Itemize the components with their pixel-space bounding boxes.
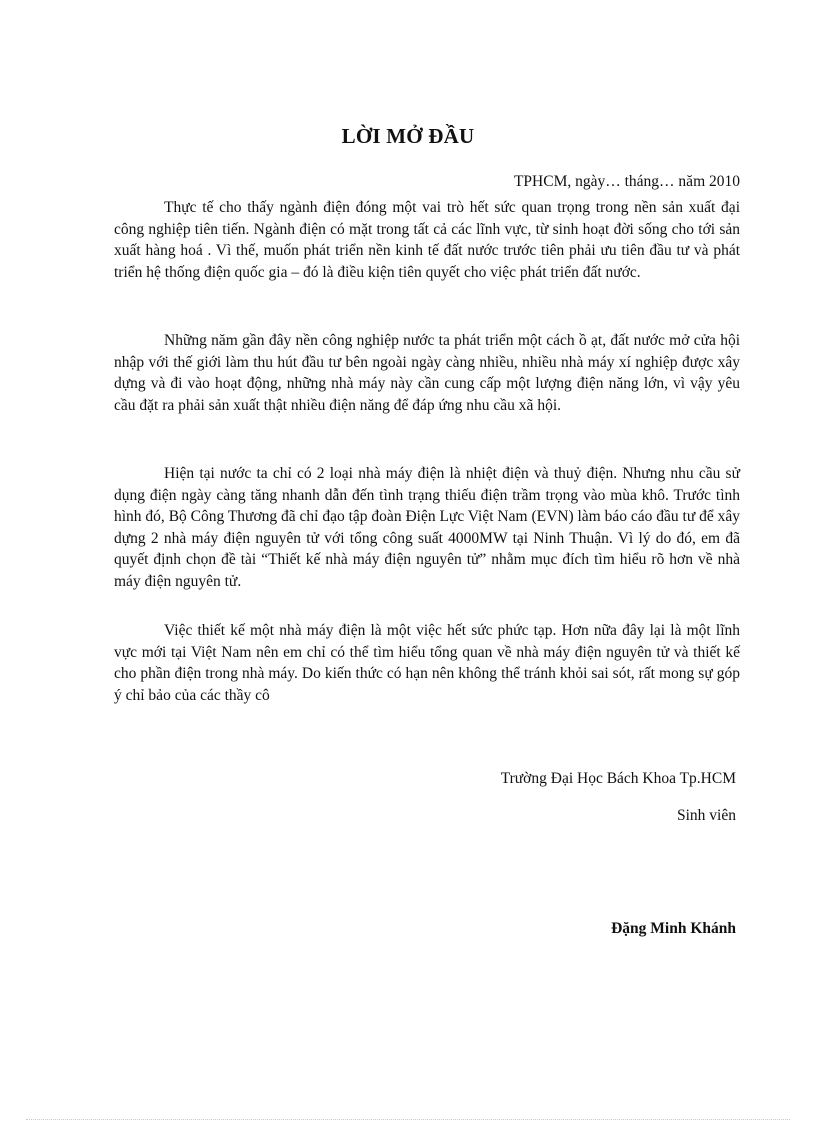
date-line: TPHCM, ngày… tháng… năm 2010 [513, 173, 740, 190]
page-title: LỜI MỞ ĐẦU [341, 124, 475, 148]
signature-school: Trường Đại Học Bách Khoa Tp.HCM [500, 770, 736, 787]
paragraph-4: Việc thiết kế một nhà máy điện là một việc hết sức phức tạp. Hơn nữa đây lại là một lĩnh vực mới tại Việt Nam nên em chỉ có thể tìm hiểu tổng quan về nhà máy điện nguyên tử và thiết kế cho phần điện trong nhà máy. Do kiến thức có hạn nên không thể tránh khỏi sai sót, rất mong sự góp ý chỉ bảo của các thầy cô [114, 622, 740, 704]
paragraph-2: Những năm gần đây nền công nghiệp nước ta phát triển một cách ồ ạt, đất nước mở cửa hội nhập với thế giới làm thu hút đầu tư bên ngoài ngày càng nhiều, nhiều nhà máy xí nghiệp được xây dựng và đi vào hoạt động, những nhà máy này cần cung cấp một lượng điện năng lớn, vì vậy yêu cầu đặt ra phải sản xuất thật nhiều điện năng để đáp ứng nhu cầu xã hội. [114, 332, 740, 414]
paragraph-3: Hiện tại nước ta chỉ có 2 loại nhà máy điện là nhiệt điện và thuỷ điện. Nhưng nhu cầu sử dụng điện ngày càng tăng nhanh dẫn đến tình trạng thiếu điện trầm trọng vào mùa khô. Trước tình hình đó, Bộ Công Thương đã chỉ đạo tập đoàn Điện Lực Việt Nam (EVN) làm báo cáo đầu tư để xây dựng 2 nhà máy điện nguyên tử với tổng công suất 4000MW tại Ninh Thuận. Vì lý do đó, em đã quyết định chọn đề tài “Thiết kế nhà máy điện nguyên tử” nhằm mục đích tìm hiểu rõ hơn về nhà máy điện nguyên tử. [114, 465, 740, 590]
page-bottom-divider [26, 1119, 790, 1120]
signature-author: Đặng Minh Khánh [611, 920, 736, 937]
signature-role: Sinh viên [677, 807, 736, 824]
paragraph-1: Thực tế cho thấy ngành điện đóng một vai trò hết sức quan trọng trong nền sản xuất đại công nghiệp tiên tiến. Ngành điện có mặt trong tất cả các lĩnh vực, từ sinh hoạt đời sống cho tới sản xuất hàng hoá . Vì thế, muốn phát triển nền kinh tế đất nước trước tiên phải ưu tiên đầu tư và phát triển hệ thống điện quốc gia – đó là điều kiện tiên quyết cho việc phát triển đất nước. [114, 199, 740, 281]
